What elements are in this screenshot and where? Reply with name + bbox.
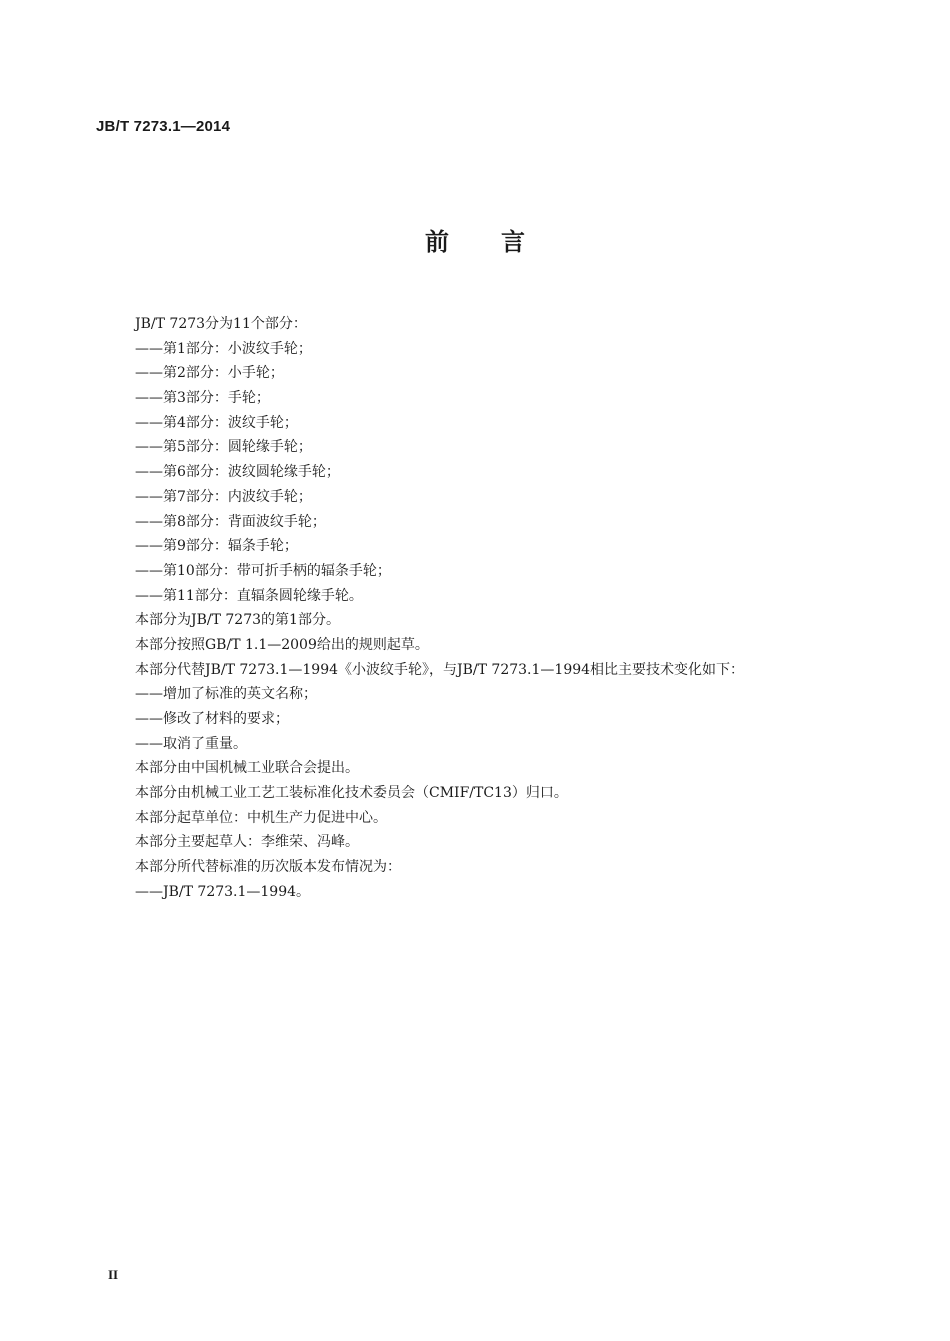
list-item: ——第3部分：手轮； (135, 390, 270, 407)
standard-code: JB/T 7273.1—2014 (96, 118, 231, 135)
list-item: ——第4部分：波纹手轮； (135, 414, 298, 431)
list-item: ——JB/T 7273.1—1994。 (135, 883, 311, 900)
list-item: ——取消了重量。 (135, 735, 247, 752)
paragraph-line: 本部分主要起草人：李维荣、冯峰。 (135, 834, 359, 851)
list-item: ——第9部分：辐条手轮； (135, 538, 298, 555)
paragraph-line: 本部分起草单位：中机生产力促进中心。 (135, 809, 387, 826)
list-item: ——第7部分：内波纹手轮； (135, 488, 312, 505)
paragraph-line: 本部分代替JB/T 7273.1—1994《小波纹手轮》，与JB/T 7273.1—1994相比主要技术变化如下： (135, 661, 745, 678)
page-title-char-1: 前 (425, 228, 449, 256)
list-item: ——第8部分：背面波纹手轮； (135, 513, 326, 530)
list-item: ——第11部分：直辐条圆轮缘手轮。 (135, 587, 363, 604)
paragraph-line: 本部分由机械工业工艺工装标准化技术委员会（CMIF/TC13）归口。 (135, 785, 568, 802)
page-title (0, 222, 950, 257)
list-item: ——第1部分：小波纹手轮； (135, 340, 312, 357)
list-item: ——增加了标准的英文名称； (135, 686, 317, 703)
foreword-body (135, 312, 855, 905)
list-item: ——第5部分：圆轮缘手轮； (135, 439, 312, 456)
paragraph-line: 本部分所代替标准的历次版本发布情况为： (135, 859, 401, 876)
paragraph-line: 本部分由中国机械工业联合会提出。 (135, 760, 359, 777)
list-item: ——第2部分：小手轮； (135, 365, 284, 382)
list-item: ——第6部分：波纹圆轮缘手轮； (135, 464, 340, 481)
paragraph-line: 本部分按照GB/T 1.1—2009给出的规则起草。 (135, 636, 429, 653)
list-item: ——修改了材料的要求； (135, 711, 289, 727)
page-number: II (108, 1267, 119, 1282)
paragraph-line: JB/T 7273分为11个部分： (135, 316, 307, 332)
page-title-char-2: 言 (501, 228, 525, 256)
list-item: ——第10部分：带可折手柄的辐条手轮； (135, 562, 391, 579)
paragraph-line: 本部分为JB/T 7273的第1部分。 (135, 612, 340, 629)
